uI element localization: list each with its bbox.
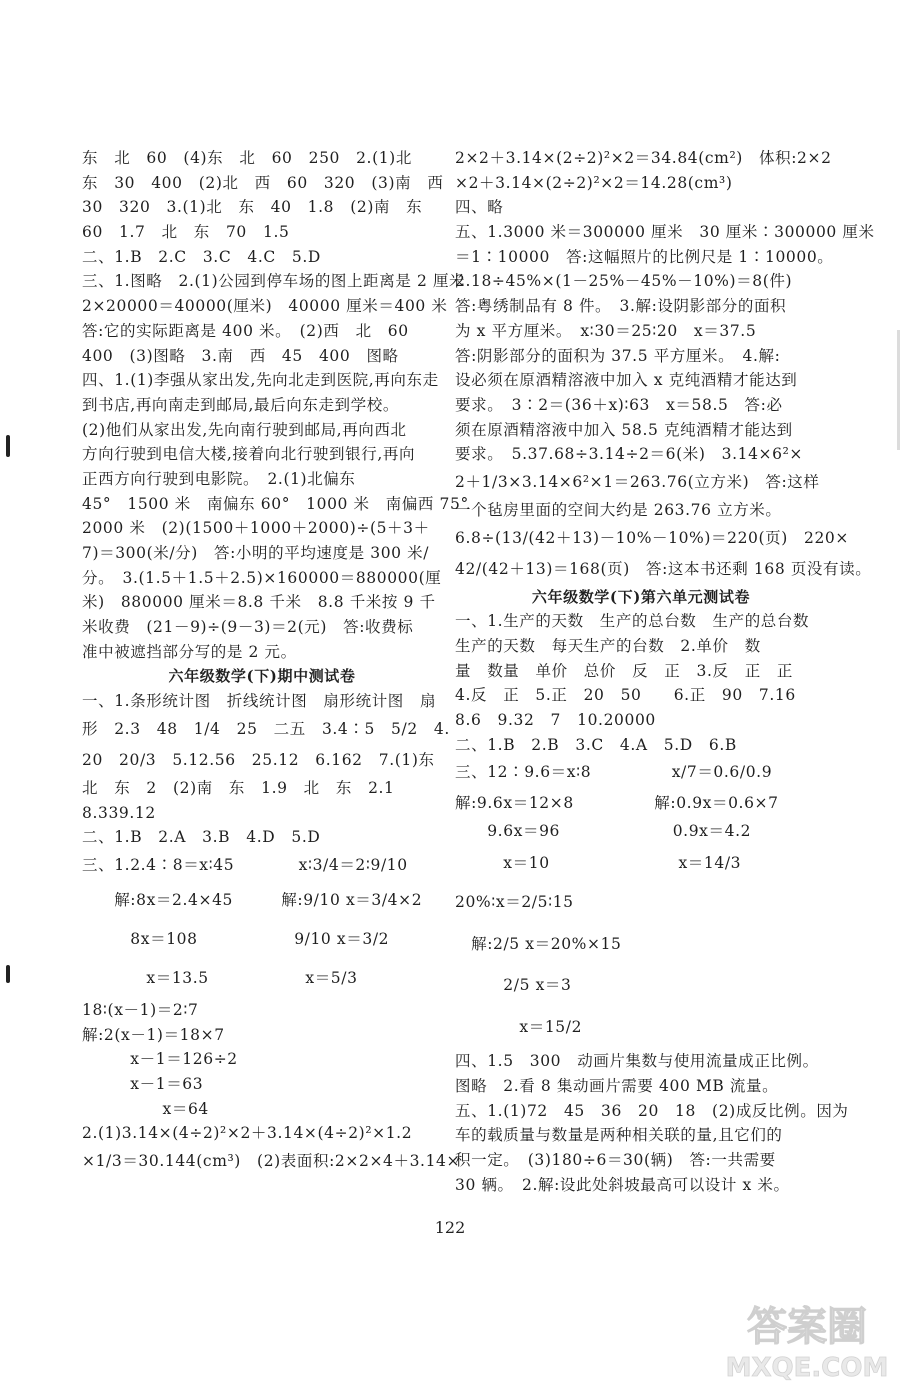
section-title: 六年级数学(下)第六单元测试卷 <box>531 587 751 606</box>
answer-line: 7)＝300(米/分) 答:小明的平均速度是 300 米/ <box>82 544 430 562</box>
answer-line: 四、1.(1)李强从家出发,先向北走到医院,再向东走 <box>82 371 439 390</box>
answer-line: 四、略 <box>455 198 504 217</box>
answer-line: 方向行驶到电信大楼,接着向北行驶到银行,再向 <box>82 445 416 464</box>
answer-line: 到书店,再向南走到邮局,最后向东走到学校。 <box>82 395 399 414</box>
answer-line: ＝1∶10000 答:这幅照片的比例尺是 1∶10000。 <box>455 247 834 266</box>
answer-line: 30 辆。 2.解:设此处斜坡最高可以设计 x 米。 <box>455 1175 790 1194</box>
answer-line: 车的载质量与数量是两种相关联的量,且它们的 <box>455 1126 783 1145</box>
answer-line: 2×20000＝40000(厘米) 40000 厘米＝400 米 <box>82 297 448 316</box>
answer-line: 60 1.7 北 东 70 1.5 <box>82 223 290 242</box>
answer-line: 一个毡房里面的空间大约是 263.76 立方米。 <box>455 500 782 519</box>
answer-line: 4.反 正 5.正 20 50 6.正 90 7.16 <box>455 686 796 705</box>
answer-line: x－1＝126÷2 <box>82 1050 238 1069</box>
answer-line: 2/5 x＝3 <box>455 976 572 995</box>
left-column <box>82 146 469 1177</box>
answer-line: ×1/3＝30.144(cm³) (2)表面积:2×2×4＋3.14× <box>82 1152 461 1170</box>
answer-line: x－1＝63 <box>82 1074 204 1093</box>
answer-line: 生产的天数 每天生产的台数 2.单价 数 <box>455 637 761 655</box>
right-column <box>455 146 875 1197</box>
answer-line: x＝13.5 x＝5/3 <box>82 968 358 987</box>
answer-line: 30 320 3.(1)北 东 40 1.8 (2)南 东 <box>82 198 423 217</box>
answer-line: 一、1.条形统计图 折线统计图 扇形统计图 扇 <box>82 692 437 711</box>
answer-line: 20 20/3 5.12.56 25.12 6.162 7.(1)东 <box>82 750 435 769</box>
answer-line: 五、1.(1)72 45 36 20 18 (2)成反比例。因为 <box>455 1101 849 1120</box>
answer-line: 二、1.B 2.A 3.B 4.D 5.D <box>82 828 321 847</box>
answer-line: 答:粤绣制品有 8 件。 3.解:设阴影部分的面积 <box>455 297 787 316</box>
scan-mark <box>6 965 10 983</box>
answer-line: 东 北 60 (4)东 北 60 250 2.(1)北 <box>82 149 412 167</box>
answer-line: 解:8x＝2.4×45 解:9/10 x＝3/4×2 <box>82 890 423 909</box>
answer-line: 准中被遮挡部分写的是 2 元。 <box>82 642 297 661</box>
answer-line: 解:9.6x＝12×8 解:0.9x＝0.6×7 <box>455 794 779 813</box>
answer-line: 三、1.2.4∶8＝x∶45 x∶3/4＝2∶9/10 <box>82 855 408 874</box>
answer-line: 2.(1)3.14×(4÷2)²×2＋3.14×(4÷2)²×1.2 <box>82 1124 413 1143</box>
answer-line: 三、1.图略 2.(1)公园到停车场的图上距离是 2 厘米 <box>82 272 466 291</box>
answer-line: 东 30 400 (2)北 西 60 320 (3)南 西 <box>82 173 444 192</box>
answer-line: x＝64 <box>82 1099 209 1118</box>
answer-line: 米) 880000 厘米＝8.8 千米 8.8 千米按 9 千 <box>82 593 436 612</box>
answer-line: 8.6 9.32 7 10.20000 <box>455 711 656 730</box>
answer-line: (2)他们从家出发,先向南行驶到邮局,再向西北 <box>82 420 407 439</box>
answer-line: 五、1.3000 米＝300000 厘米 30 厘米∶300000 厘米 <box>455 223 875 242</box>
answer-line: 400 (3)图略 3.南 西 45 400 图略 <box>82 346 399 365</box>
answer-line: 量 数量 单价 总价 反 正 3.反 正 正 <box>455 661 793 680</box>
watermark-top-text: 答案圈 <box>747 1304 867 1350</box>
watermark-logo <box>725 1296 890 1384</box>
answer-line: 设必须在原酒精溶液中加入 x 克纯酒精才能达到 <box>455 371 798 390</box>
answer-line: 要求。 3∶2＝(36＋x)∶63 x＝58.5 答:必 <box>455 395 783 414</box>
answer-line: 北 东 2 (2)南 东 1.9 北 东 2.1 <box>82 778 395 797</box>
answer-line: ×2＋3.14×(2÷2)²×2＝14.28(cm³) <box>455 173 733 192</box>
answer-line: 2000 米 (2)(1500＋1000＋2000)÷(5＋3＋ <box>82 519 430 538</box>
answer-line: x＝15/2 <box>455 1018 583 1037</box>
answer-line: 积一定。 (3)180÷6＝30(辆) 答:一共需要 <box>455 1150 776 1169</box>
answer-line: 8x＝108 9/10 x＝3/2 <box>82 929 390 948</box>
page-number: 122 <box>434 1218 466 1237</box>
answer-line: 45° 1500 米 南偏东 60° 1000 米 南偏西 75° <box>82 494 469 513</box>
answer-line: 2＋1/3×3.14×6²×1＝263.76(立方米) 答:这样 <box>455 472 820 491</box>
answer-line: 解:2/5 x＝20%×15 <box>455 935 622 954</box>
answer-line: 图略 2.看 8 集动画片需要 400 MB 流量。 <box>455 1076 779 1095</box>
answer-line: 8.339.12 <box>82 803 156 822</box>
answer-line: 要求。 5.37.68÷3.14÷2＝6(米) 3.14×6²× <box>455 445 803 464</box>
answer-line: 6.8÷(13/(42＋13)－10%－10%)＝220(页) 220× <box>455 528 849 547</box>
answer-line: 2×2＋3.14×(2÷2)²×2＝34.84(cm²) 体积:2×2 <box>455 149 832 167</box>
answer-line: 二、1.B 2.C 3.C 4.C 5.D <box>82 247 321 266</box>
answer-line: 正西方向行驶到电影院。 2.(1)北偏东 <box>82 469 356 488</box>
answer-line: 答:它的实际距离是 400 米。 (2)西 北 60 <box>82 321 409 340</box>
answer-line: 一、1.生产的天数 生产的总台数 生产的总台数 <box>455 612 810 631</box>
answer-line: 二、1.B 2.B 3.C 4.A 5.D 6.B <box>455 735 737 754</box>
answer-line: 为 x 平方厘米。 x∶30＝25∶20 x＝37.5 <box>455 321 757 340</box>
section-title: 六年级数学(下)期中测试卷 <box>168 667 356 686</box>
answer-line: 三、12∶9.6＝x∶8 x/7＝0.6/0.9 <box>455 763 773 782</box>
answer-line: 18∶(x－1)＝2∶7 <box>82 1000 199 1019</box>
answer-line: x＝10 x＝14/3 <box>455 854 742 873</box>
scan-mark <box>6 435 10 457</box>
answer-line: 答:阴影部分的面积为 37.5 平方厘米。 4.解: <box>455 346 781 365</box>
answer-line: 四、1.5 300 动画片集数与使用流量成正比例。 <box>455 1052 819 1071</box>
watermark-bottom-text: MXQE.COM <box>725 1353 889 1383</box>
answer-line: 形 2.3 48 1/4 25 二五 3.4∶5 5/2 4. <box>82 719 450 738</box>
answer-line: 42/(42＋13)＝168(页) 答:这本书还剩 168 页没有读。 <box>455 559 872 578</box>
answer-line: 20%∶x＝2/5∶15 <box>455 893 574 912</box>
answer-line: 9.6x＝96 0.9x＝4.2 <box>455 822 752 841</box>
answer-line: 分。 3.(1.5＋1.5＋2.5)×160000＝880000(厘 <box>82 568 442 587</box>
answer-line: 2.18÷45%×(1－25%－45%－10%)＝8(件) <box>455 272 793 291</box>
answer-line: 解:2(x－1)＝18×7 <box>82 1025 225 1044</box>
answer-line: 米收费 (21－9)÷(9－3)＝2(元) 答:收费标 <box>82 618 414 637</box>
answer-line: 须在原酒精溶液中加入 58.5 克纯酒精才能达到 <box>455 420 793 439</box>
